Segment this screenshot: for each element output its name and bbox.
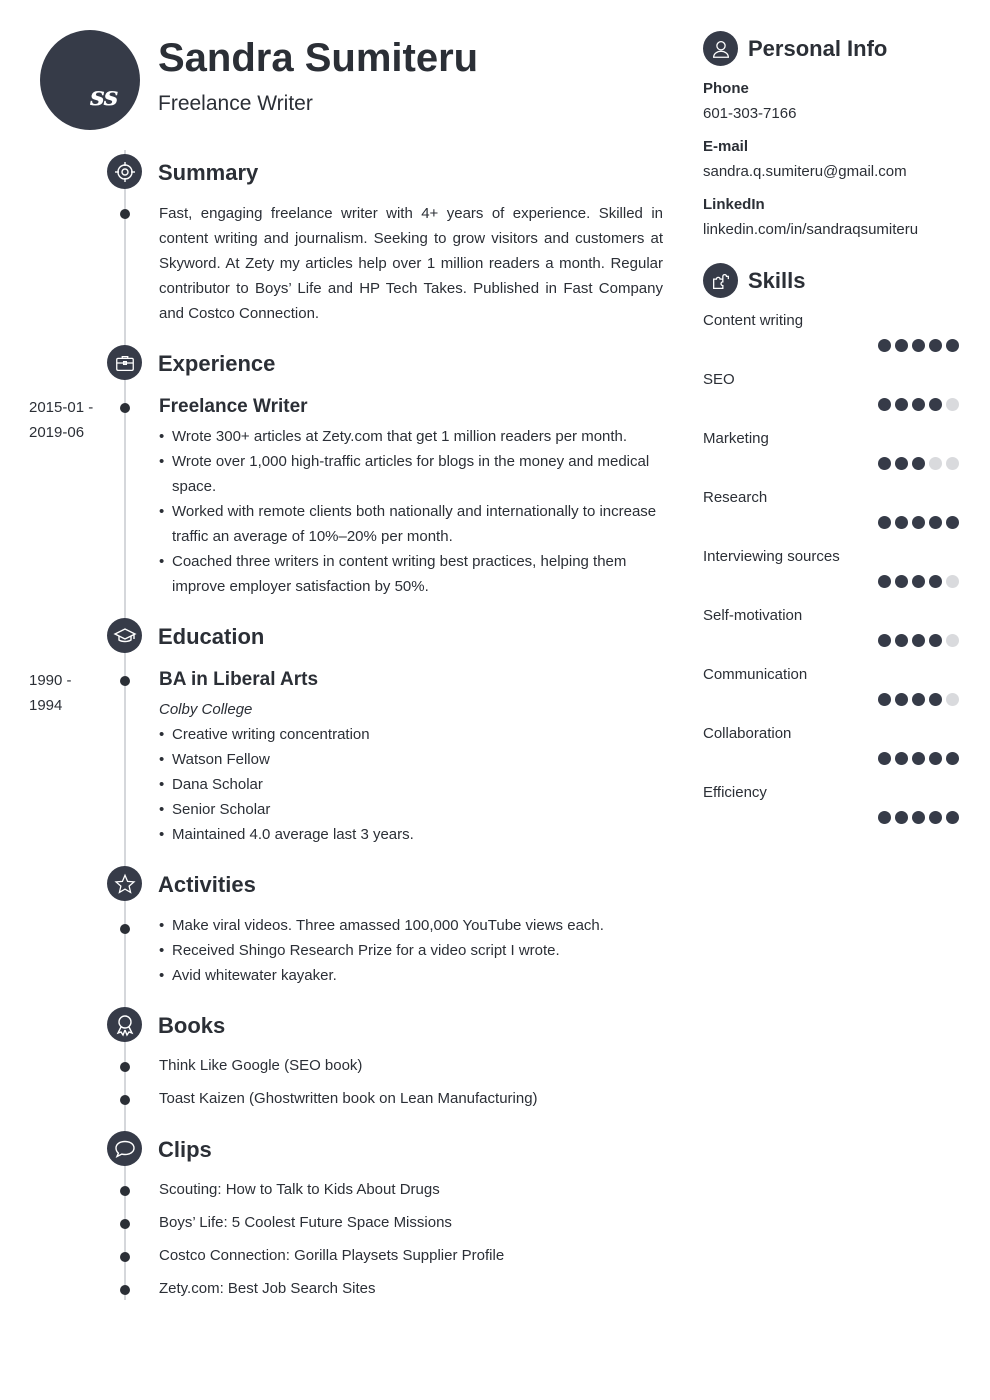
activities-bullets: [159, 913, 669, 988]
clip-item: Costco Connection: Gorilla Playsets Supplier Profile: [159, 1247, 505, 1264]
book-item: Think Like Google (SEO book): [159, 1057, 363, 1074]
skill-name: Content writing: [703, 312, 804, 329]
rating-dot-filled: [895, 634, 908, 647]
timeline-dot: [120, 676, 130, 686]
rating-dot-filled: [878, 634, 891, 647]
list-item: • Received Shingo Research Prize for a video script I wrote.: [159, 938, 669, 963]
skill-name: Efficiency: [703, 784, 767, 801]
list-item: • Dana Scholar: [159, 772, 669, 797]
puzzle-icon: [703, 263, 738, 298]
skill-rating: [878, 811, 959, 824]
rating-dot-filled: [929, 339, 942, 352]
rating-dot-filled: [912, 516, 925, 529]
experience-bullets: [159, 424, 664, 599]
section-title-skills: Skills: [748, 268, 806, 293]
book-item: Toast Kaizen (Ghostwritten book on Lean Manufacturing): [159, 1090, 538, 1107]
avatar-initials: ss: [90, 82, 118, 112]
rating-dot-filled: [895, 398, 908, 411]
rating-dot-filled: [929, 575, 942, 588]
date-end: 2019-06: [29, 424, 85, 441]
rating-dot-filled: [878, 339, 891, 352]
rating-dot-filled: [878, 752, 891, 765]
section-title-activities: Activities: [158, 872, 256, 897]
clip-item: Zety.com: Best Job Search Sites: [159, 1280, 376, 1297]
rating-dot-filled: [895, 457, 908, 470]
timeline-dot: [120, 209, 130, 219]
timeline-dot: [120, 1095, 130, 1105]
job-title-header: Freelance Writer: [158, 92, 313, 115]
date-end: 1994: [29, 697, 63, 714]
section-title-clips: Clips: [158, 1137, 212, 1162]
timeline-line: [124, 150, 126, 1300]
timeline-dot: [120, 1285, 130, 1295]
rating-dot-filled: [912, 398, 925, 411]
rating-dot-filled: [946, 339, 959, 352]
rating-dot-filled: [929, 398, 942, 411]
skill-name: Marketing: [703, 430, 769, 447]
rating-dot-filled: [895, 575, 908, 588]
rating-dot-filled: [912, 693, 925, 706]
graduation-cap-icon: [107, 618, 142, 653]
rating-dot-filled: [895, 516, 908, 529]
section-title-education: Education: [158, 624, 265, 649]
rating-dot-filled: [878, 516, 891, 529]
rating-dot-empty: [946, 693, 959, 706]
rating-dot-filled: [946, 811, 959, 824]
target-icon: [107, 154, 142, 189]
skill-name: Interviewing sources: [703, 548, 840, 565]
skill-name: SEO: [703, 371, 735, 388]
rating-dot-filled: [895, 693, 908, 706]
timeline-dot: [120, 403, 130, 413]
rating-dot-empty: [929, 457, 942, 470]
job-role: Freelance Writer: [159, 396, 308, 417]
rating-dot-filled: [946, 516, 959, 529]
clip-item: Scouting: How to Talk to Kids About Drugs: [159, 1181, 440, 1198]
email-label: E-mail: [703, 138, 749, 155]
skill-rating: [878, 339, 959, 352]
skill-name: Research: [703, 489, 768, 506]
date-start: 2015-01 -: [29, 399, 94, 416]
skill-rating: [878, 575, 959, 588]
rating-dot-filled: [912, 634, 925, 647]
clip-item: Boys’ Life: 5 Coolest Future Space Missions: [159, 1214, 452, 1231]
list-item: • Wrote over 1,000 high-traffic articles for blogs in the money and medical space.: [159, 449, 664, 499]
section-title-summary: Summary: [158, 160, 259, 185]
skill-name: Communication: [703, 666, 808, 683]
rating-dot-filled: [912, 339, 925, 352]
rating-dot-filled: [912, 752, 925, 765]
candidate-name: Sandra Sumiteru: [158, 36, 479, 80]
skill-rating: [878, 398, 959, 411]
degree-title: BA in Liberal Arts: [159, 669, 319, 690]
rating-dot-filled: [929, 811, 942, 824]
rating-dot-filled: [929, 516, 942, 529]
skill-rating: [878, 457, 959, 470]
experience-date: [29, 395, 93, 445]
skill-rating: [878, 752, 959, 765]
section-title-personal-info: Personal Info: [748, 36, 888, 61]
timeline-dot: [120, 1186, 130, 1196]
rating-dot-empty: [946, 634, 959, 647]
rating-dot-empty: [946, 398, 959, 411]
person-icon: [703, 31, 738, 66]
timeline-dot: [120, 924, 130, 934]
rating-dot-filled: [929, 634, 942, 647]
rating-dot-empty: [946, 575, 959, 588]
rating-dot-filled: [878, 693, 891, 706]
star-icon: [107, 866, 142, 901]
linkedin-value: linkedin.com/in/sandraqsumiteru: [703, 221, 919, 238]
rating-dot-filled: [878, 811, 891, 824]
date-start: 1990 -: [29, 672, 72, 689]
rating-dot-filled: [878, 398, 891, 411]
section-title-experience: Experience: [158, 351, 276, 376]
rating-dot-filled: [946, 752, 959, 765]
briefcase-icon: [107, 345, 142, 380]
rating-dot-filled: [878, 575, 891, 588]
linkedin-label: LinkedIn: [703, 196, 765, 213]
rating-dot-filled: [929, 752, 942, 765]
rating-dot-filled: [895, 339, 908, 352]
list-item: • Maintained 4.0 average last 3 years.: [159, 822, 669, 847]
school-name: Colby College: [159, 701, 253, 718]
timeline-dot: [120, 1219, 130, 1229]
skill-rating: [878, 516, 959, 529]
education-bullets: [159, 722, 669, 847]
summary-text: Fast, engaging freelance writer with 4+ years of experience. Skilled in content writing and journalism. Seeking to grow visitors and customers at Skyword. At Zety my articles help over 1 million readers a month. Regular contributor to Boys’ Life and HP Tech Takes. Published in Fast Company and Costco Connection.: [159, 205, 663, 322]
rating-dot-filled: [895, 752, 908, 765]
skill-name: Self-motivation: [703, 607, 803, 624]
section-title-books: Books: [158, 1013, 226, 1038]
rating-dot-filled: [912, 457, 925, 470]
rating-dot-filled: [895, 811, 908, 824]
list-item: • Watson Fellow: [159, 747, 669, 772]
skill-rating: [878, 693, 959, 706]
email-value: sandra.q.sumiteru@gmail.com: [703, 163, 907, 180]
timeline-dot: [120, 1252, 130, 1262]
skill-rating: [878, 634, 959, 647]
rating-dot-empty: [946, 457, 959, 470]
timeline-dot: [120, 1062, 130, 1072]
education-date: [29, 668, 72, 718]
phone-label: Phone: [703, 80, 749, 97]
list-item: • Avid whitewater kayaker.: [159, 963, 669, 988]
list-item: • Coached three writers in content writing best practices, helping them improve employer satisfaction by 50%.: [159, 549, 664, 599]
rating-dot-filled: [912, 811, 925, 824]
phone-value: 601-303-7166: [703, 105, 797, 122]
award-ribbon-icon: [107, 1007, 142, 1042]
rating-dot-filled: [878, 457, 891, 470]
avatar: [40, 30, 140, 130]
list-item: • Worked with remote clients both nationally and internationally to increase traffic an average of 10%–20% per month.: [159, 499, 664, 549]
list-item: • Wrote 300+ articles at Zety.com that get 1 million readers per month.: [159, 424, 664, 449]
list-item: • Creative writing concentration: [159, 722, 669, 747]
rating-dot-filled: [912, 575, 925, 588]
skill-name: Collaboration: [703, 725, 792, 742]
rating-dot-filled: [929, 693, 942, 706]
list-item: • Make viral videos. Three amassed 100,000 YouTube views each.: [159, 913, 669, 938]
list-item: • Senior Scholar: [159, 797, 669, 822]
speech-bubble-icon: [107, 1131, 142, 1166]
